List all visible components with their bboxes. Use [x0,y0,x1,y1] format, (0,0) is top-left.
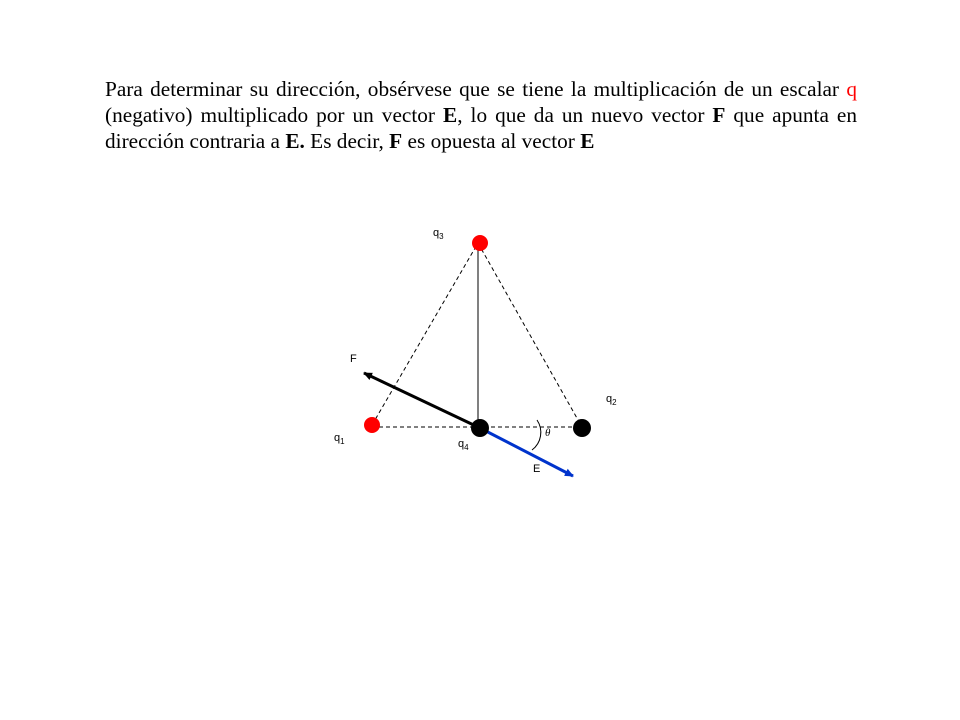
force-vector-f [364,373,480,428]
vector-f-bold-2: F [389,129,403,153]
vector-e-bold-3: E [580,129,595,153]
vector-f-bold-1: F [712,103,726,127]
label-e: E [533,463,541,475]
label-q2: $q_2$ [606,393,617,407]
dashed-line-q1-q3 [372,243,478,425]
label-q1: $q_1$ [334,432,345,446]
text-part-5: Es decir, [304,129,390,153]
label-q4: $q_4$ [458,438,469,452]
text-part-4: que apunta en dirección contraria a [105,103,857,153]
text-part-1: Para determinar su dirección, obsérvese que se tiene la multiplicación de un escalar [105,77,847,101]
charge-q1 [364,417,380,433]
scalar-q: q [846,77,857,101]
text-part-3: , lo que da un nuevo vector [457,103,713,127]
theta-angle-arc [532,420,541,450]
label-q3: $q_3$ [433,227,444,241]
text-part-2: (negativo) multiplicado por un vector [105,103,443,127]
charge-q3 [472,235,488,251]
label-theta: θ [545,427,551,439]
charge-q4 [471,419,489,437]
charge-q2 [573,419,591,437]
vector-e-bold-2: E. [285,129,305,153]
text-part-6: es opuesta al vector [402,129,581,153]
field-vector-e [480,428,573,476]
vector-e-bold-1: E [443,103,458,127]
label-f: F [350,353,357,365]
dashed-line-q3-q2 [478,243,582,427]
